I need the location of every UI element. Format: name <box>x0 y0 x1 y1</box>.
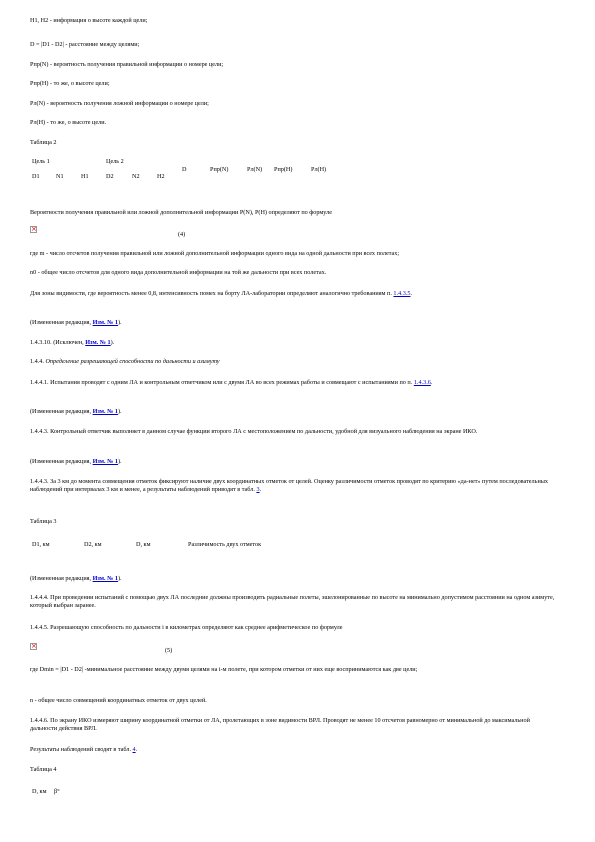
paragraph-p-false-number: Pл(N) - вероятность получения ложной информации о номере цели; <box>30 100 209 107</box>
table2-title: Таблица 2 <box>30 139 57 146</box>
broken-image-icon: × <box>31 225 37 233</box>
link-table-4[interactable]: 4 <box>132 746 136 753</box>
formula5-where: где Dmin = |D1 - D2| -минимальное расстояние между двумя целями на i-м полете, при котором отметки от них еще воспринимаются как две цели; <box>30 666 418 673</box>
formula4-number: (4) <box>178 231 186 238</box>
formula4-n-definition: n0 - общее число отсчетов для одного вида дополнительной информации на той же дальности при всех полетах. <box>30 269 327 276</box>
table2-group-target1: Цель 1 <box>32 158 50 165</box>
item-1-4-4-5: 1.4.4.5. Разрешающую способность по дальности i в километрах определяют как среднее арифметическое по формуле <box>30 624 343 631</box>
table2-col-pprn: Pпр(N) <box>210 166 229 173</box>
link-change-1[interactable]: Изм. № 1 <box>85 339 111 346</box>
table3-title: Таблица 3 <box>30 518 57 525</box>
broken-image-icon: × <box>31 642 37 650</box>
table2-col-d2: D2 <box>106 173 114 180</box>
item-1-4-4-heading: 1.4.4. Определение разрешающей способности по дальности и азимуту <box>30 358 220 365</box>
table2-col-pln: Pл(N) <box>247 166 263 173</box>
edition-note-4: (Измененная редакция, Изм. № 1). <box>30 575 122 582</box>
link-change-1[interactable]: Изм. № 1 <box>92 408 118 415</box>
formula5-n-definition: n - общее число совмещений координатных отметок от двух целей. <box>30 697 207 704</box>
edition-note-1: (Измененная редакция, Изм. № 1). <box>30 319 122 326</box>
table4-col-beta: β° <box>54 788 60 795</box>
edition-note-2: (Измененная редакция, Изм. № 1). <box>30 408 122 415</box>
paragraph-visibility-zone: Для зоны видимости, где вероятность менее 0,8, интенсивность помех на борту ЛА-лаборатории определяют аналогично требованиям п. 1.4.3.5. <box>30 290 412 297</box>
formula4-where-m: где m - число отсчетов получения правильной или ложной дополнительной информации одного вида на одной дальности при всех полетах; <box>30 250 400 257</box>
table2-col-d1: D1 <box>32 173 40 180</box>
item-1-4-4-1: 1.4.4.1. Испытания проводят с одним ЛА и контрольным ответчиком или с двумя ЛА во всех режимах работы и совмещают с испытаниями по п. 1.4.3.6. <box>30 379 433 386</box>
table2-group-target2: Цель 2 <box>106 158 124 165</box>
item-1-4-4-6: 1.4.4.6. По экрану ИКО измеряют ширину координатной отметки от ЛА, пролетающих в зоне видимости ВРЛ. Проводят не менее 10 отсчетов равномерно от минимальной до максимальной дальности действия ВРЛ. <box>30 717 530 732</box>
table2-col-plh: Pл(H) <box>311 166 327 173</box>
formula4-intro: Вероятности получения правильной или ложной дополнительной информации P(N), P(H) определяют по формуле <box>30 209 332 216</box>
link-table-3[interactable]: 3 <box>256 486 260 493</box>
link-change-1[interactable]: Изм. № 1 <box>92 319 118 326</box>
results-note: Результаты наблюдений сводят в табл. 4. <box>30 746 138 753</box>
link-change-1[interactable]: Изм. № 1 <box>92 458 118 465</box>
edition-note-3: (Измененная редакция, Изм. № 1). <box>30 458 122 465</box>
item-1-4-4-4: 1.4.4.4. При проведении испытаний с помощью двух ЛА последние должны производить радиальные полеты, эшелонированные по высоте на минимально допустимом расстоянии на одном азимуте, который выбран заранее. <box>30 594 555 609</box>
link-change-1[interactable]: Изм. № 1 <box>92 575 118 582</box>
paragraph-p-correct-number: Pпр(N) - вероятность получения правильной информации о номере цели; <box>30 61 224 68</box>
link-1-4-3-5[interactable]: 1.4.3.5 <box>393 290 411 297</box>
paragraph-h1h2: H1, H2 - информация о высоте каждой цели; <box>30 17 148 24</box>
table3-col-d2: D2, км <box>84 541 102 548</box>
table3-col-d: D, км <box>136 541 151 548</box>
paragraph-d-definition: D = |D1 - D2| - расстояние между целями; <box>30 41 140 48</box>
table3-col-d1: D1, км <box>32 541 50 548</box>
item-1-4-4-3-control: 1.4.4.3. Контрольный ответчик выполняет в данном случае функции второго ЛА с местоположением по дальности, удобной для визуального наблюдения на экране ИКО. <box>30 428 478 435</box>
table2-col-pprh: Pпр(H) <box>274 166 293 173</box>
table4-title: Таблица 4 <box>30 766 57 773</box>
table2-col-n1: N1 <box>56 173 64 180</box>
table2-col-d: D <box>182 166 187 173</box>
formula5-number: (5) <box>165 647 173 654</box>
table2-col-h1: H1 <box>81 173 89 180</box>
table2-col-n2: N2 <box>132 173 140 180</box>
table3-col-distinguishability: Различимость двух отметок <box>188 541 262 548</box>
table2-col-h2: H2 <box>157 173 165 180</box>
item-1-4-3-10: 1.4.3.10. (Исключен, Изм. № 1). <box>30 339 115 346</box>
link-1-4-3-6[interactable]: 1.4.3.6 <box>413 379 431 386</box>
item-1-4-4-3-tracking: 1.4.4.3. За 3 км до момента совмещения отметок фиксируют наличие двух координатных отметок от целей. Оценку различимости отметок проводят по критерию «да-нет» путем последовательных наблюдений при интервалах 3 км и менее, а результаты наблюдений приводят в табл. 3. <box>30 478 549 493</box>
paragraph-p-false-height: Pл(H) - то же, о высоте цели. <box>30 119 107 126</box>
paragraph-p-correct-height: Pпр(H) - то же, о высоте цели; <box>30 80 110 87</box>
table4-col-d: D, км <box>32 788 47 795</box>
